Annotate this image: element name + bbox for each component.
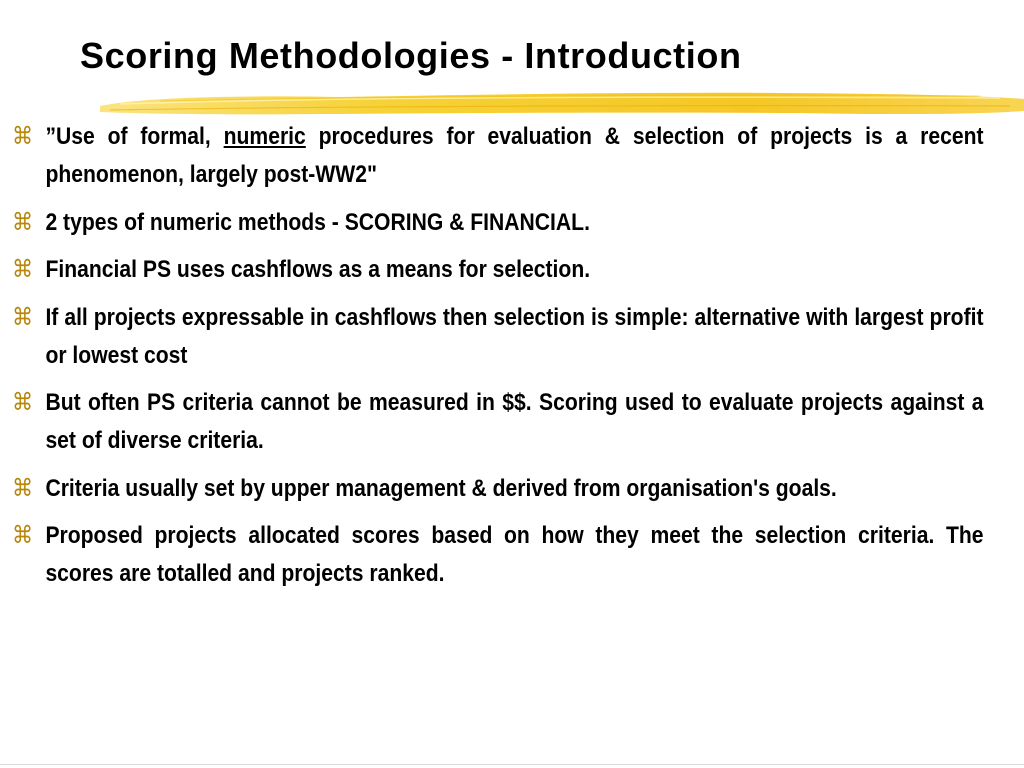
- bullet-item: [12, 299, 984, 375]
- underlined-term: numeric: [223, 123, 306, 150]
- command-key-icon: ⌘: [12, 474, 34, 502]
- bullet-item: [12, 517, 984, 593]
- bullet-item: [12, 384, 984, 460]
- title-underline-brush-stroke: [100, 86, 1024, 120]
- bullet-text-part: ”Use of formal,: [45, 123, 224, 150]
- command-key-icon: ⌘: [12, 208, 34, 236]
- bullet-item: [12, 118, 984, 194]
- command-key-icon: ⌘: [12, 389, 34, 416]
- term-scoring: SCORING: [344, 208, 444, 236]
- bullet-text-part: 2 types of numeric methods -: [45, 208, 345, 236]
- bullet-text: But often PS criteria cannot be measured in $$. Scoring used to evaluate projects against a set of diverse criteria.: [45, 389, 984, 454]
- bullet-text: [45, 209, 590, 236]
- bullet-text: Financial PS uses cashflows as a means for selection.: [45, 256, 591, 283]
- bullet-text: If all projects expressable in cashflows then selection is simple: alternative with largest profit or lowest cost: [45, 303, 984, 369]
- bullet-text-part: procedures for evaluation & selection of projects is a recent phenomenon, largely post-WW2": [45, 123, 984, 188]
- bullet-text: [45, 123, 983, 188]
- term-financial: FINANCIAL.: [470, 208, 590, 236]
- command-key-icon: ⌘: [12, 303, 34, 331]
- bullet-text-part: &: [443, 208, 471, 236]
- bullet-list: [12, 118, 1014, 603]
- command-key-icon: ⌘: [12, 256, 34, 283]
- bullet-text: Proposed projects allocated scores based on how they meet the selection criteria. The scores are totalled and projects ranked.: [45, 522, 984, 587]
- command-key-icon: ⌘: [12, 123, 34, 150]
- slide-title: Scoring Methodologies - Introduction: [80, 35, 742, 76]
- bullet-item: [12, 251, 984, 289]
- bullet-item: [12, 470, 984, 508]
- command-key-icon: ⌘: [12, 522, 34, 549]
- bullet-text: Criteria usually set by upper management & derived from organisation's goals.: [45, 474, 837, 502]
- bullet-item: [12, 204, 984, 242]
- bottom-divider: [0, 764, 1024, 765]
